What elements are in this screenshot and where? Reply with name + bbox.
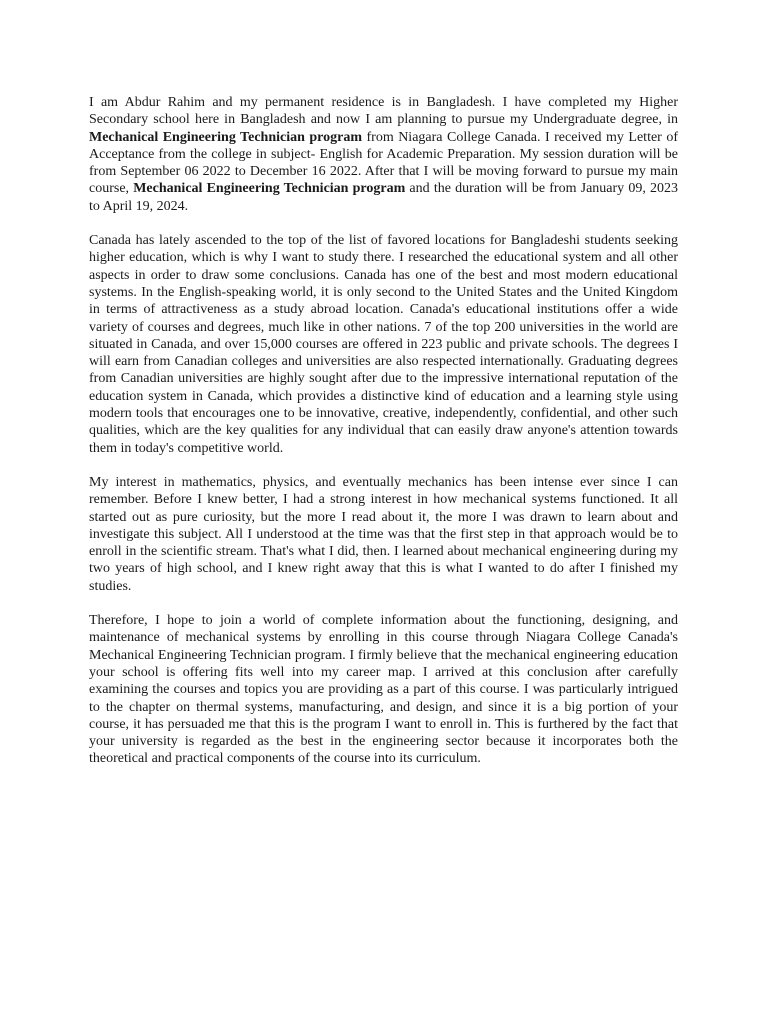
intro-text-3: and the duration will be from January 09, 2023 to April 19, 2024. bbox=[89, 181, 679, 214]
program-name-bold-1: Mechanical Engineering Technician program bbox=[89, 129, 362, 145]
program-name-bold-2: Mechanical Engineering Technician program bbox=[133, 181, 406, 197]
paragraph-canada: Canada has lately ascended to the top of the list of favored locations for Bangladeshi students seeking higher education, which is why I want to study there. I researched the educational system and all other aspects in order to draw some conclusions. Canada has one of the best and most modern educational systems. In the English-speaking world, it is only second to the United States and the United Kingdom in terms of attractiveness as a study abroad location. Canada's educational institutions offer a wide variety of courses and degrees, much like in other nations. 7 of the top 200 universities in the world are situated in Canada, and over 15,000 courses are offered in 223 public and private schools. The degrees I will earn from Canadian colleges and universities are also respected internationally. Graduating degrees from Canadian universities are highly sought after due to the impressive international reputation of the education system in Canada, which provides a distinctive kind of education and a learning style using modern tools that encourages one to be innovative, creative, independently, confidential, and other such qualities, which are the key qualities for any individual that can easily draw anyone's attention towards them in today's competitive world. bbox=[89, 233, 678, 456]
intro-text-2: from Niagara College Canada. I received my Letter of Acceptance from the college in subject- English for Academic Preparation. My session duration will be from September 06 2022 to December 16 2022. After that I will be moving forward to pursue my main course, bbox=[89, 129, 678, 197]
paragraph-intro bbox=[89, 94, 678, 215]
intro-text-1: I am Abdur Rahim and my permanent residence is in Bangladesh. I have completed my Higher Secondary school here in Bangladesh and now I am planning to pursue my Undergraduate degree, in bbox=[89, 95, 678, 128]
paragraph-conclusion: Therefore, I hope to join a world of complete information about the functioning, designing, and maintenance of mechanical systems by enrolling in this course through Niagara College Canada's Mechanical Engineering Technician program. I firmly believe that the mechanical engineering education your school is offering fits well into my career map. I arrived at this conclusion after carefully examining the courses and topics you are providing as a part of this course. I was particularly intrigued to the chapter on thermal systems, manufacturing, and design, and since it is a big portion of your course, it has persuaded me that this is the program I want to enroll in. This is furthered by the fact that your university is regarded as the best in the engineering sector because it incorporates both the theoretical and practical components of the course into its curriculum. bbox=[89, 613, 678, 767]
paragraph-interest: My interest in mathematics, physics, and eventually mechanics has been intense ever since I can remember. Before I knew better, I had a strong interest in how mechanical systems functioned. It all started out as pure curiosity, but the more I read about it, the more I was drawn to learn about and investigate this subject. All I understood at the time was that the first step in that approach would be to enroll in the scientific stream. That's what I did, then. I learned about mechanical engineering during my two years of high school, and I knew right away that this is what I wanted to do after I finished my studies. bbox=[89, 474, 678, 594]
document-page bbox=[89, 94, 678, 785]
